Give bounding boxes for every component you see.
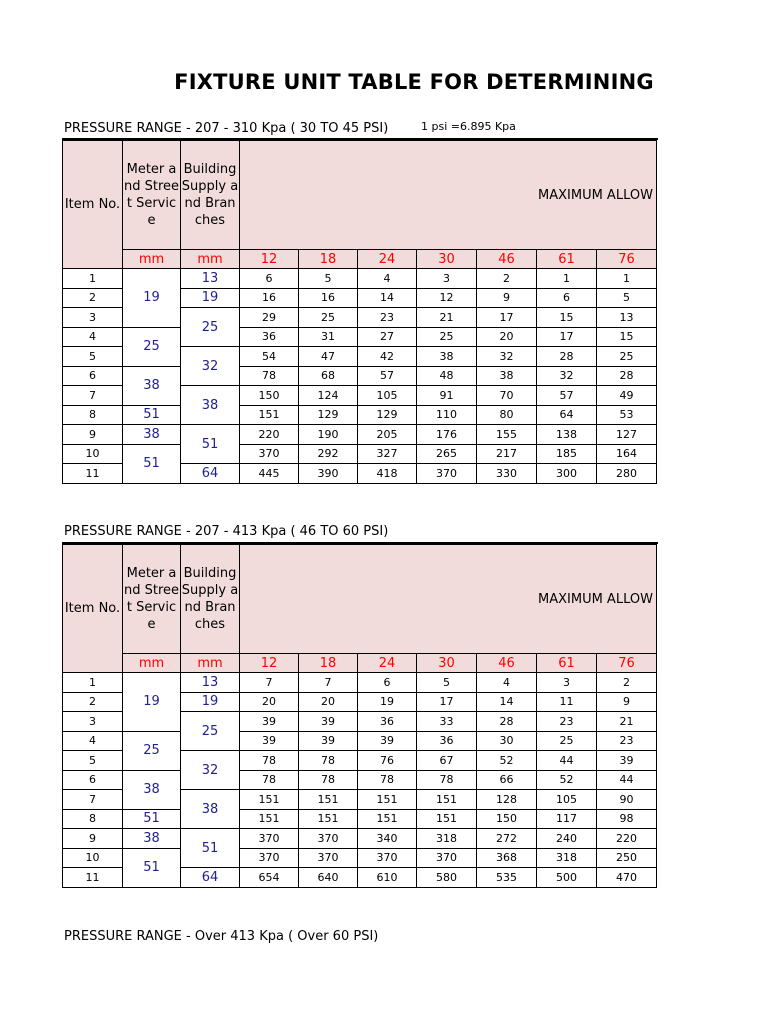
fixture-value: 164	[597, 444, 657, 464]
building-size: 38	[181, 386, 240, 425]
fixture-value: 38	[417, 347, 477, 367]
fixture-value: 78	[299, 751, 358, 771]
length-header: 12	[240, 654, 299, 673]
building-size: 51	[181, 425, 240, 464]
fixture-value: 370	[358, 848, 417, 868]
fixture-value: 250	[597, 848, 657, 868]
fixture-value: 155	[477, 425, 537, 445]
fixture-value: 33	[417, 712, 477, 732]
fixture-value: 78	[240, 751, 299, 771]
meter-size: 38	[123, 829, 181, 849]
pressure-range-label-1: PRESSURE RANGE - 207 - 310 Kpa ( 30 TO 45 PSI)	[64, 121, 389, 136]
fixture-value: 265	[417, 444, 477, 464]
fixture-value: 151	[240, 405, 299, 425]
fixture-value: 129	[299, 405, 358, 425]
table-row	[63, 425, 657, 445]
fixture-value: 67	[417, 751, 477, 771]
pressure-range-label-2: PRESSURE RANGE - 207 - 413 Kpa ( 46 TO 60 PSI)	[64, 524, 389, 539]
fixture-value: 318	[417, 829, 477, 849]
table-row	[63, 327, 657, 347]
meter-size: 51	[123, 405, 181, 425]
fixture-value: 36	[358, 712, 417, 732]
fixture-value: 80	[477, 405, 537, 425]
header-item-no: Item No.	[63, 545, 123, 673]
item-number: 2	[63, 692, 123, 712]
fixture-value: 370	[417, 848, 477, 868]
fixture-value: 151	[240, 790, 299, 810]
fixture-value: 445	[240, 464, 299, 484]
header-meter-street-service: Meter and Street Service	[123, 141, 181, 250]
fixture-value: 19	[358, 692, 417, 712]
fixture-value: 470	[597, 868, 657, 888]
fixture-value: 4	[358, 269, 417, 289]
fixture-value: 25	[537, 731, 597, 751]
fixture-value: 151	[240, 809, 299, 829]
fixture-value: 2	[477, 269, 537, 289]
fixture-value: 280	[597, 464, 657, 484]
fixture-value: 12	[417, 288, 477, 308]
fixture-value: 32	[477, 347, 537, 367]
fixture-value: 500	[537, 868, 597, 888]
fixture-value: 6	[240, 269, 299, 289]
fixture-value: 16	[299, 288, 358, 308]
fixture-value: 31	[299, 327, 358, 347]
fixture-value: 151	[417, 809, 477, 829]
table-row	[63, 829, 657, 849]
meter-size: 51	[123, 444, 181, 483]
length-header: 24	[358, 654, 417, 673]
fixture-value: 390	[299, 464, 358, 484]
fixture-value: 25	[417, 327, 477, 347]
length-header: 24	[358, 250, 417, 269]
fixture-value: 16	[240, 288, 299, 308]
fixture-value: 70	[477, 386, 537, 406]
fixture-value: 370	[417, 464, 477, 484]
item-number: 9	[63, 829, 123, 849]
fixture-value: 32	[537, 366, 597, 386]
meter-size: 51	[123, 848, 181, 887]
fixture-value: 7	[299, 673, 358, 693]
fixture-value: 185	[537, 444, 597, 464]
fixture-value: 151	[417, 790, 477, 810]
meter-size: 38	[123, 366, 181, 405]
unit-mm: mm	[181, 250, 240, 269]
fixture-value: 220	[240, 425, 299, 445]
fixture-value: 23	[358, 308, 417, 328]
building-size: 64	[181, 868, 240, 888]
fixture-value: 151	[358, 809, 417, 829]
item-number: 10	[63, 444, 123, 464]
fixture-value: 11	[537, 692, 597, 712]
fixture-value: 36	[417, 731, 477, 751]
item-number: 6	[63, 770, 123, 790]
fixture-value: 68	[299, 366, 358, 386]
table-row	[63, 269, 657, 289]
fixture-value: 138	[537, 425, 597, 445]
fixture-value: 42	[358, 347, 417, 367]
fixture-value: 110	[417, 405, 477, 425]
fixture-value: 39	[299, 712, 358, 732]
conversion-note: 1 psi =6.895 Kpa	[421, 120, 516, 133]
fixture-value: 36	[240, 327, 299, 347]
unit-mm: mm	[123, 654, 181, 673]
table-row	[63, 444, 657, 464]
length-header: 30	[417, 654, 477, 673]
building-size: 51	[181, 829, 240, 868]
fixture-value: 98	[597, 809, 657, 829]
item-number: 4	[63, 327, 123, 347]
item-number: 1	[63, 673, 123, 693]
meter-size: 38	[123, 770, 181, 809]
fixture-value: 176	[417, 425, 477, 445]
building-size: 64	[181, 464, 240, 484]
fixture-value: 44	[537, 751, 597, 771]
header-maximum-allowable: MAXIMUM ALLOW	[240, 545, 657, 654]
fixture-value: 2	[597, 673, 657, 693]
fixture-value: 25	[299, 308, 358, 328]
fixture-value: 151	[299, 790, 358, 810]
table-row	[63, 673, 657, 693]
fixture-value: 124	[299, 386, 358, 406]
building-size: 13	[181, 269, 240, 289]
fixture-value: 292	[299, 444, 358, 464]
item-number: 10	[63, 848, 123, 868]
fixture-value: 17	[537, 327, 597, 347]
fixture-value: 610	[358, 868, 417, 888]
meter-size: 19	[123, 673, 181, 732]
length-header: 12	[240, 250, 299, 269]
item-number: 7	[63, 790, 123, 810]
fixture-value: 300	[537, 464, 597, 484]
fixture-value: 370	[240, 444, 299, 464]
fixture-value: 14	[358, 288, 417, 308]
item-number: 5	[63, 751, 123, 771]
fixture-value: 52	[477, 751, 537, 771]
fixture-value: 370	[299, 829, 358, 849]
fixture-value: 7	[240, 673, 299, 693]
page-title: FIXTURE UNIT TABLE FOR DETERMINING	[174, 70, 654, 94]
fixture-value: 49	[597, 386, 657, 406]
fixture-value: 5	[417, 673, 477, 693]
length-header: 76	[597, 250, 657, 269]
fixture-value: 129	[358, 405, 417, 425]
fixture-value: 9	[477, 288, 537, 308]
header-building-supply: Building Supply and Branches	[181, 141, 240, 250]
fixture-value: 25	[597, 347, 657, 367]
fixture-value: 117	[537, 809, 597, 829]
fixture-value: 370	[240, 829, 299, 849]
item-number: 1	[63, 269, 123, 289]
item-number: 11	[63, 868, 123, 888]
meter-size: 19	[123, 269, 181, 328]
fixture-value: 78	[358, 770, 417, 790]
header-item-no: Item No.	[63, 141, 123, 269]
building-size: 32	[181, 751, 240, 790]
fixture-value: 28	[477, 712, 537, 732]
fixture-value: 151	[299, 809, 358, 829]
fixture-value: 48	[417, 366, 477, 386]
fixture-value: 15	[537, 308, 597, 328]
table-row	[63, 366, 657, 386]
fixture-value: 78	[417, 770, 477, 790]
fixture-value: 217	[477, 444, 537, 464]
table-row	[63, 770, 657, 790]
fixture-value: 54	[240, 347, 299, 367]
fixture-value: 39	[299, 731, 358, 751]
fixture-value: 4	[477, 673, 537, 693]
fixture-value: 30	[477, 731, 537, 751]
fixture-value: 580	[417, 868, 477, 888]
fixture-value: 39	[358, 731, 417, 751]
fixture-value: 1	[537, 269, 597, 289]
fixture-value: 91	[417, 386, 477, 406]
fixture-value: 17	[417, 692, 477, 712]
fixture-value: 150	[477, 809, 537, 829]
fixture-value: 151	[358, 790, 417, 810]
length-header: 61	[537, 654, 597, 673]
fixture-value: 128	[477, 790, 537, 810]
item-number: 5	[63, 347, 123, 367]
fixture-value: 5	[597, 288, 657, 308]
length-header: 76	[597, 654, 657, 673]
fixture-value: 39	[240, 712, 299, 732]
length-header: 61	[537, 250, 597, 269]
header-maximum-allowable: MAXIMUM ALLOW	[240, 141, 657, 250]
fixture-value: 20	[240, 692, 299, 712]
fixture-table-grid	[62, 544, 657, 888]
meter-size: 51	[123, 809, 181, 829]
meter-size: 25	[123, 731, 181, 770]
item-number: 3	[63, 308, 123, 328]
fixture-value: 205	[358, 425, 417, 445]
fixture-value: 57	[358, 366, 417, 386]
length-header: 46	[477, 654, 537, 673]
fixture-value: 64	[537, 405, 597, 425]
building-size: 25	[181, 712, 240, 751]
item-number: 4	[63, 731, 123, 751]
fixture-value: 20	[299, 692, 358, 712]
fixture-value: 38	[477, 366, 537, 386]
fixture-value: 29	[240, 308, 299, 328]
length-header: 18	[299, 654, 358, 673]
fixture-value: 330	[477, 464, 537, 484]
fixture-table-2	[62, 542, 658, 888]
fixture-value: 340	[358, 829, 417, 849]
header-meter-street-service: Meter and Street Service	[123, 545, 181, 654]
item-number: 6	[63, 366, 123, 386]
fixture-value: 28	[537, 347, 597, 367]
unit-mm: mm	[181, 654, 240, 673]
building-size: 25	[181, 308, 240, 347]
fixture-value: 44	[597, 770, 657, 790]
fixture-value: 14	[477, 692, 537, 712]
item-number: 3	[63, 712, 123, 732]
fixture-value: 78	[240, 770, 299, 790]
header-building-supply: Building Supply and Branches	[181, 545, 240, 654]
fixture-value: 1	[597, 269, 657, 289]
fixture-value: 418	[358, 464, 417, 484]
fixture-value: 52	[537, 770, 597, 790]
fixture-value: 47	[299, 347, 358, 367]
item-number: 7	[63, 386, 123, 406]
table-row	[63, 848, 657, 868]
fixture-value: 640	[299, 868, 358, 888]
fixture-value: 13	[597, 308, 657, 328]
building-size: 13	[181, 673, 240, 693]
building-size: 19	[181, 288, 240, 308]
fixture-value: 23	[537, 712, 597, 732]
fixture-value: 327	[358, 444, 417, 464]
length-header: 18	[299, 250, 358, 269]
fixture-value: 318	[537, 848, 597, 868]
fixture-value: 15	[597, 327, 657, 347]
fixture-value: 370	[299, 848, 358, 868]
fixture-table-grid	[62, 140, 657, 484]
length-header: 30	[417, 250, 477, 269]
fixture-value: 105	[537, 790, 597, 810]
fixture-value: 39	[597, 751, 657, 771]
item-number: 9	[63, 425, 123, 445]
fixture-value: 5	[299, 269, 358, 289]
item-number: 8	[63, 809, 123, 829]
meter-size: 38	[123, 425, 181, 445]
meter-size: 25	[123, 327, 181, 366]
fixture-value: 66	[477, 770, 537, 790]
fixture-value: 3	[537, 673, 597, 693]
pressure-range-label-3: PRESSURE RANGE - Over 413 Kpa ( Over 60 PSI)	[64, 929, 379, 944]
fixture-value: 17	[477, 308, 537, 328]
fixture-value: 21	[417, 308, 477, 328]
building-size: 38	[181, 790, 240, 829]
fixture-value: 272	[477, 829, 537, 849]
fixture-table-1	[62, 138, 658, 484]
table-row	[63, 731, 657, 751]
fixture-value: 368	[477, 848, 537, 868]
fixture-value: 53	[597, 405, 657, 425]
unit-mm: mm	[123, 250, 181, 269]
fixture-value: 190	[299, 425, 358, 445]
fixture-value: 78	[299, 770, 358, 790]
fixture-value: 105	[358, 386, 417, 406]
fixture-value: 6	[537, 288, 597, 308]
building-size: 19	[181, 692, 240, 712]
table-row	[63, 809, 657, 829]
fixture-value: 28	[597, 366, 657, 386]
fixture-value: 39	[240, 731, 299, 751]
fixture-value: 57	[537, 386, 597, 406]
fixture-value: 21	[597, 712, 657, 732]
fixture-value: 535	[477, 868, 537, 888]
fixture-value: 78	[240, 366, 299, 386]
fixture-value: 370	[240, 848, 299, 868]
fixture-value: 240	[537, 829, 597, 849]
table-row	[63, 405, 657, 425]
building-size: 32	[181, 347, 240, 386]
fixture-value: 90	[597, 790, 657, 810]
item-number: 11	[63, 464, 123, 484]
item-number: 8	[63, 405, 123, 425]
fixture-value: 3	[417, 269, 477, 289]
fixture-value: 76	[358, 751, 417, 771]
fixture-value: 27	[358, 327, 417, 347]
fixture-value: 150	[240, 386, 299, 406]
fixture-value: 9	[597, 692, 657, 712]
fixture-value: 654	[240, 868, 299, 888]
fixture-value: 23	[597, 731, 657, 751]
fixture-value: 6	[358, 673, 417, 693]
fixture-value: 20	[477, 327, 537, 347]
item-number: 2	[63, 288, 123, 308]
length-header: 46	[477, 250, 537, 269]
fixture-value: 127	[597, 425, 657, 445]
fixture-value: 220	[597, 829, 657, 849]
